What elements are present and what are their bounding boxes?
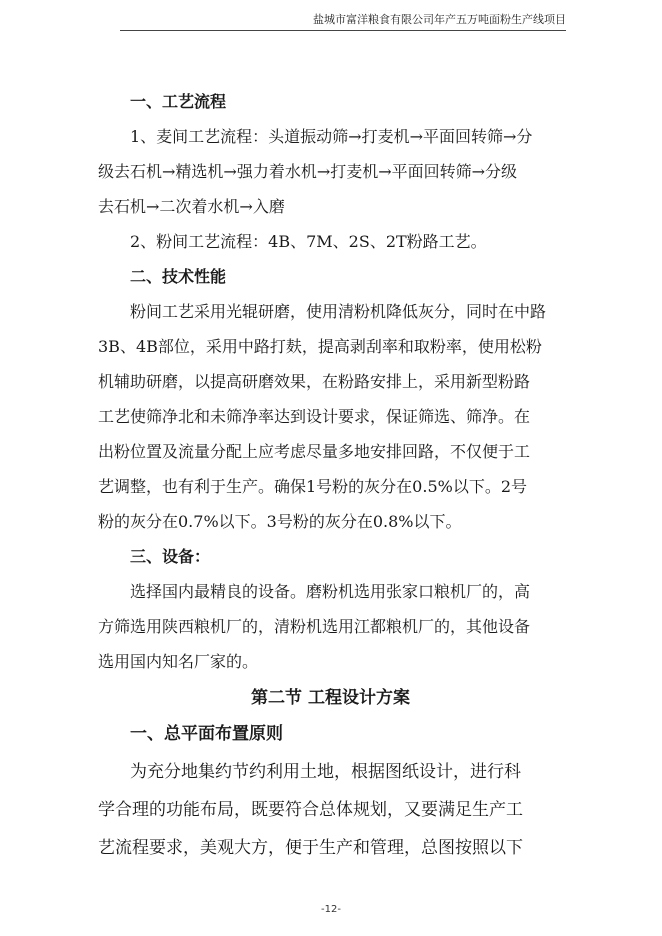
paragraph-line: 选用国内知名厂家的。 <box>98 652 259 671</box>
paragraph-line: 粉间工艺采用光辊研磨，使用清粉机降低灰分，同时在中路 <box>130 302 547 321</box>
heading-technical-performance: 二、技术性能 <box>130 267 227 286</box>
heading-process-flow: 一、工艺流程 <box>130 92 227 111</box>
paragraph-line: 1、麦间工艺流程：头道振动筛→打麦机→平面回转筛→分 <box>130 127 533 146</box>
paragraph-line: 3B、4B部位，采用中路打麸，提高剥刮率和取粉率，使用松粉 <box>98 337 542 356</box>
header-title: 盐城市富洋粮食有限公司年产五万吨面粉生产线项目 <box>313 13 566 26</box>
paragraph-line: 2、粉间工艺流程：4B、7M、2S、2T粉路工艺。 <box>130 232 487 251</box>
paragraph-line: 方筛选用陕西粮机厂的，清粉机选用江都粮机厂的，其他设备 <box>98 617 531 636</box>
paragraph-line: 去石机→二次着水机→入磨 <box>98 197 285 216</box>
page-number: -12- <box>321 904 341 915</box>
paragraph-line: 出粉位置及流量分配上应考虑尽量多地安排回路，不仅便于工 <box>98 442 531 461</box>
paragraph-line: 级去石机→精选机→强力着水机→打麦机→平面回转筛→分级 <box>98 162 518 181</box>
paragraph-line: 艺流程要求，美观大方，便于生产和管理，总图按照以下 <box>98 838 523 858</box>
paragraph-line: 学合理的功能布局，既要符合总体规划，又要满足生产工 <box>98 800 523 820</box>
paragraph-line: 机辅助研磨，以提高研磨效果，在粉路安排上，采用新型粉路 <box>98 372 531 391</box>
paragraph-line: 粉的灰分在0.7%以下。3号粉的灰分在0.8%以下。 <box>98 512 462 531</box>
paragraph-line: 选择国内最精良的设备。磨粉机选用张家口粮机厂的，高 <box>130 582 531 601</box>
document-body <box>98 84 563 867</box>
paragraph-line: 为充分地集约节约利用土地，根据图纸设计，进行科 <box>130 762 521 782</box>
heading-site-layout-principles: 一、总平面布置原则 <box>130 724 283 744</box>
paragraph-line: 艺调整，也有利于生产。确保1号粉的灰分在0.5%以下。2号 <box>98 477 528 496</box>
page-header <box>120 8 566 31</box>
paragraph-line: 工艺使筛净北和未筛净率达到设计要求，保证筛选、筛净。在 <box>98 407 531 426</box>
heading-equipment: 三、设备： <box>130 547 211 566</box>
section-title: 第二节 工程设计方案 <box>251 688 410 708</box>
